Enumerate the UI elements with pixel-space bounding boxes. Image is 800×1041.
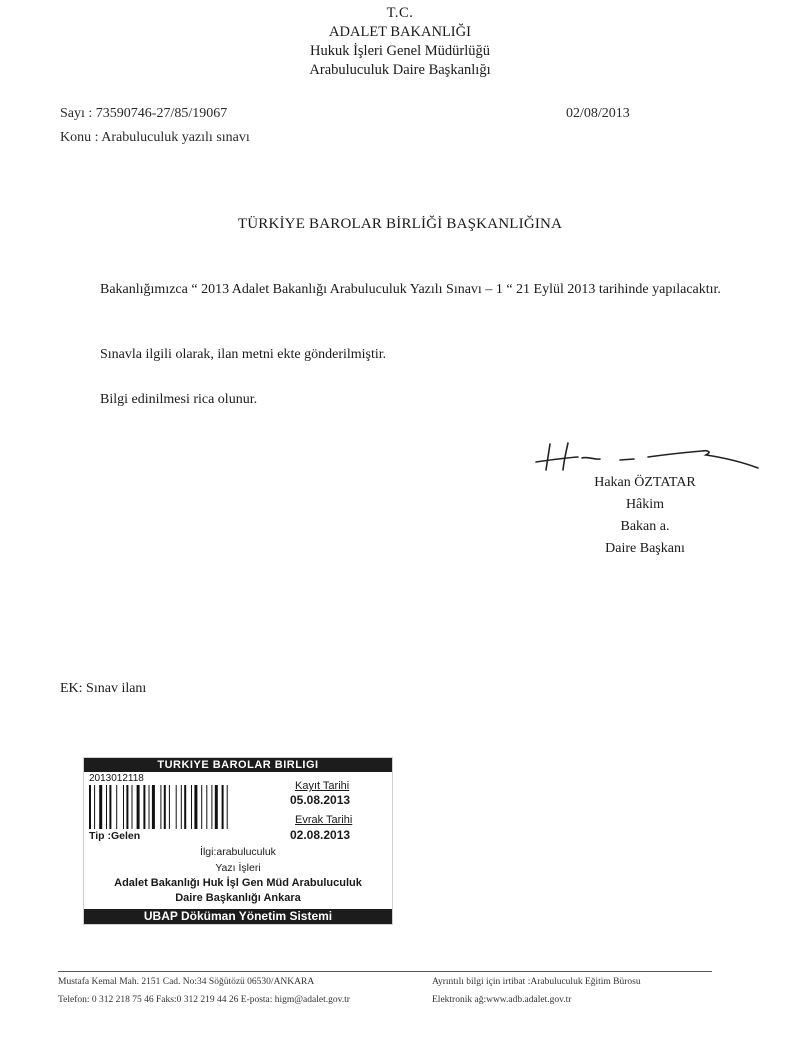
barcode-bar [206, 785, 207, 829]
barcode-bar [149, 785, 150, 829]
barcode-bar [106, 785, 107, 829]
barcode-bar [184, 785, 186, 829]
reference-value: : 73590746-27/85/19067 [88, 106, 228, 121]
barcode-bar [211, 785, 212, 829]
letterhead [0, 4, 800, 80]
stamp-document-number: 2013012118 [89, 773, 144, 784]
subject-value: : Arabuluculuk yazılı sınavı [94, 130, 250, 145]
barcode-bar [126, 785, 128, 829]
barcode-bar [99, 785, 102, 829]
barcode-bar [176, 785, 177, 829]
barcode-bar [222, 785, 224, 829]
reference-number-line [60, 106, 227, 122]
handwritten-signature [530, 438, 765, 474]
barcode-bar [164, 785, 166, 829]
barcode-bar [123, 785, 124, 829]
barcode-bar [194, 785, 197, 829]
subject-label: Konu [60, 130, 92, 145]
letterhead-directorate: Hukuk İşleri Genel Müdürlüğü [309, 43, 490, 59]
stamp-type: Tip :Gelen [89, 830, 141, 842]
stamp-reference: İlgi:arabuluculuk [200, 846, 276, 858]
barcode-bar [201, 785, 202, 829]
barcode-bar [89, 785, 91, 829]
footer-divider [58, 971, 712, 972]
barcode-bar [143, 785, 145, 829]
stamp-registration-date-label: Kayıt Tarihi [295, 780, 350, 792]
letterhead-line-tc: T.C. [386, 5, 414, 21]
barcode-bar [116, 785, 117, 829]
stamp-department: Yazı İşleri [215, 862, 261, 874]
barcode-bar [160, 785, 161, 829]
body-paragraph-1: Bakanlığımızca “ 2013 Adalet Bakanlığı Arabuluculuk Yazılı Sınavı – 1 “ 21 Eylül 2013 tarihinde yapılacaktır. [100, 282, 721, 297]
footer-phone-email: Telefon: 0 312 218 75 46 Faks:0 312 219 44 26 E-posta: higm@adalet.gov.tr [58, 995, 350, 1005]
letter-date: 02/08/2013 [566, 106, 630, 121]
registration-stamp [83, 757, 393, 925]
barcode-bar [152, 785, 155, 829]
body-paragraph-2: Sınavla ilgili olarak, ilan metni ekte gönderilmiştir. [100, 347, 387, 362]
stamp-sender-line-2: Daire Başkanlığı Ankara [175, 892, 301, 904]
recipient-heading: TÜRKİYE BAROLAR BİRLİĞİ BAŞKANLIĞINA [237, 216, 563, 232]
signatory-name: Hakan ÖZTATAR [594, 475, 696, 490]
body-paragraph-3: Bilgi edinilmesi rica olunur. [100, 392, 258, 407]
reference-label: Sayı [60, 106, 85, 121]
stamp-document-date: 02.08.2013 [290, 828, 351, 842]
attachment-note: EK: Sınav ilanı [60, 681, 147, 696]
barcode-bar [132, 785, 133, 829]
barcode-bar [169, 785, 170, 829]
stamp-system-name: UBAP Döküman Yönetim Sistemi [84, 909, 392, 924]
subject-line [60, 130, 250, 146]
stamp-registration-date: 05.08.2013 [290, 793, 351, 807]
signature-block [555, 472, 735, 560]
stamp-document-date-label: Evrak Tarihi [295, 814, 353, 826]
barcode-bar [137, 785, 140, 829]
footer-address: Mustafa Kemal Mah. 2151 Cad. No:34 Söğütözü 06530/ANKARA [58, 977, 315, 987]
barcode-bar [109, 785, 111, 829]
stamp-org-header: TURKIYE BAROLAR BIRLIGI [84, 758, 392, 772]
signatory-position: Daire Başkanı [605, 541, 685, 556]
footer-contact: Ayrıntılı bilgi için irtibat :Arabuluculuk Eğitim Bürosu [432, 977, 641, 987]
barcode-bar [215, 785, 218, 829]
barcode [89, 785, 279, 829]
letterhead-department: Arabuluculuk Daire Başkanlığı [309, 62, 491, 78]
letterhead-ministry: ADALET BAKANLIĞI [329, 24, 471, 40]
barcode-bar [94, 785, 95, 829]
barcode-bar [181, 785, 182, 829]
barcode-bar [227, 785, 228, 829]
signatory-title: Hâkim [625, 497, 665, 512]
footer-website: Elektronik ağ:www.adb.adalet.gov.tr [432, 995, 572, 1005]
stamp-sender-line-1: Adalet Bakanlığı Huk İşl Gen Müd Arabuluculuk [114, 877, 362, 889]
barcode-bar [191, 785, 192, 829]
signatory-on-behalf: Bakan a. [620, 519, 670, 534]
